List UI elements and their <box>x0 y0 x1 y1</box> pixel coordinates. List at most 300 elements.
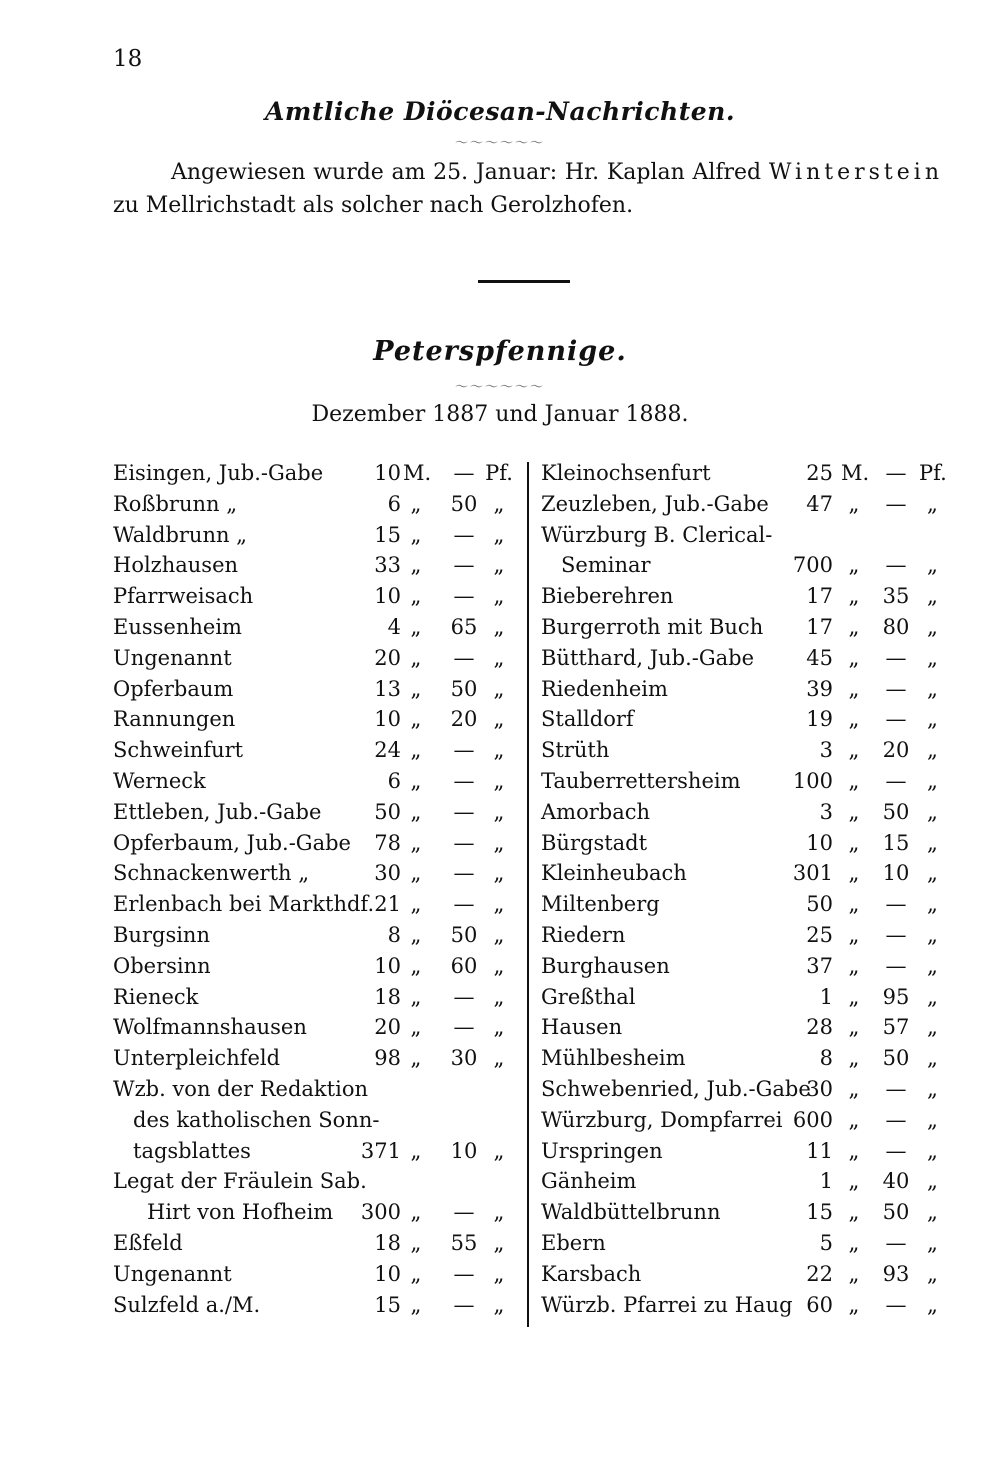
amount-marks: 10 <box>374 1261 401 1286</box>
amount-pfennig: — <box>453 892 475 917</box>
unit-marks: „ <box>410 984 422 1009</box>
amount-pfennig: — <box>885 676 907 701</box>
amount-marks: 25 <box>806 461 833 485</box>
donation-row <box>113 920 513 951</box>
amount-marks: 19 <box>806 707 833 732</box>
donation-row <box>113 489 513 520</box>
unit-marks: „ <box>410 1261 422 1286</box>
unit-marks: „ <box>848 1076 860 1101</box>
amount-marks: 45 <box>806 645 833 670</box>
unit-pfennig: „ <box>493 1261 505 1286</box>
unit-marks: „ <box>848 1138 860 1163</box>
donor-name: Würzb. Pfarrei zu Haug <box>541 1292 793 1317</box>
unit-pfennig: „ <box>493 645 505 670</box>
unit-pfennig: „ <box>927 553 938 578</box>
donor-name: Roßbrunn „ <box>113 491 238 516</box>
unit-pfennig: „ <box>927 738 938 763</box>
page-number: 18 <box>113 46 143 72</box>
amount-marks: 39 <box>806 676 833 701</box>
unit-marks: „ <box>410 1138 422 1163</box>
donation-row <box>113 828 513 859</box>
donor-name: Miltenberg <box>541 892 660 917</box>
donation-row <box>113 1074 513 1105</box>
unit-pfennig: „ <box>927 645 938 670</box>
amount-pfennig: — <box>453 861 475 886</box>
amount-pfennig: — <box>885 491 907 516</box>
amount-marks: 17 <box>806 584 833 609</box>
unit-pfennig: „ <box>927 614 938 639</box>
unit-pfennig: „ <box>493 522 505 547</box>
donation-row <box>113 735 513 766</box>
donation-row <box>541 458 946 489</box>
donor-name: Schwebenried, Jub.-Gabe <box>541 1076 811 1101</box>
amount-marks: 8 <box>819 1046 833 1071</box>
amount-marks: 30 <box>806 1076 833 1101</box>
notice-text-after: zu Mellrichstadt als solcher nach Gerolzhofen. <box>113 193 634 218</box>
amount-pfennig: — <box>885 645 907 670</box>
amount-marks: 28 <box>806 1015 833 1040</box>
donor-name: Hausen <box>541 1015 623 1040</box>
amount-pfennig: — <box>453 830 475 855</box>
amount-marks: 50 <box>374 799 401 824</box>
donor-name: Erlenbach bei Markthdf. <box>113 892 375 917</box>
donor-name: Holzhausen <box>113 553 239 578</box>
donation-row <box>541 766 946 797</box>
unit-pfennig: „ <box>493 491 505 516</box>
title-ornament: ～～～～～～ <box>454 136 545 151</box>
unit-marks: „ <box>848 1015 860 1040</box>
amount-pfennig: 60 <box>450 953 478 978</box>
list-title: Peterspfennige. <box>373 336 627 367</box>
donor-name: Würzburg, Dompfarrei <box>541 1107 783 1132</box>
amount-marks: 10 <box>374 461 401 485</box>
donation-row <box>113 858 513 889</box>
donor-name: des katholischen Sonn- <box>133 1107 380 1132</box>
donor-name: Ungenannt <box>113 1261 232 1286</box>
notice-text-before: Angewiesen wurde am 25. Januar: Hr. Kaplan Alfred <box>171 160 769 185</box>
section-title: Amtliche Diöcesan-Nachrichten. <box>264 97 736 126</box>
unit-pfennig: „ <box>493 799 505 824</box>
amount-marks: 20 <box>374 1015 401 1040</box>
amount-pfennig: — <box>885 768 907 793</box>
unit-pfennig: „ <box>927 892 938 917</box>
column-divider <box>527 462 529 1327</box>
donor-name: Unterpleichfeld <box>113 1046 281 1071</box>
donor-name: Pfarrweisach <box>113 584 254 609</box>
donation-row <box>113 766 513 797</box>
unit-pfennig: „ <box>927 1230 938 1255</box>
unit-marks: „ <box>848 645 860 670</box>
donation-row <box>113 1043 513 1074</box>
unit-pfennig: „ <box>493 584 505 609</box>
donor-name: Riedenheim <box>541 676 668 701</box>
amount-marks: 24 <box>374 738 401 763</box>
donor-name: Amorbach <box>541 799 651 824</box>
donor-name: Kleinheubach <box>541 861 687 886</box>
donation-row <box>113 581 513 612</box>
donor-name: Seminar <box>561 553 651 578</box>
unit-pfennig: „ <box>493 676 505 701</box>
donation-row <box>541 612 946 643</box>
donor-name: Rannungen <box>113 707 236 732</box>
donation-row <box>541 1259 946 1290</box>
unit-pfennig: „ <box>493 984 505 1009</box>
donation-row <box>113 704 513 735</box>
section-divider <box>478 280 570 283</box>
donor-name: Ettleben, Jub.-Gabe <box>113 799 322 824</box>
donation-row <box>113 1136 513 1167</box>
donor-name: Legat der Fräulein Sab. <box>113 1169 367 1194</box>
unit-pfennig: „ <box>927 1200 938 1225</box>
unit-marks: „ <box>410 491 422 516</box>
amount-marks: 33 <box>374 553 401 578</box>
amount-marks: 18 <box>374 984 401 1009</box>
amount-pfennig: 50 <box>882 1200 910 1225</box>
donation-row <box>113 643 513 674</box>
amount-marks: 5 <box>819 1230 833 1255</box>
unit-marks: „ <box>410 1200 422 1225</box>
donor-name: Opferbaum, Jub.-Gabe <box>113 830 351 855</box>
amount-pfennig: — <box>453 553 475 578</box>
donation-row <box>113 797 513 828</box>
amount-pfennig: — <box>453 461 475 485</box>
list-title-ornament: ～～～～～～ <box>454 380 545 395</box>
amount-pfennig: — <box>885 1230 907 1255</box>
donation-row <box>541 1166 946 1197</box>
donor-name: Burgsinn <box>113 922 210 947</box>
amount-pfennig: 50 <box>882 799 910 824</box>
right-donation-column <box>541 458 946 1320</box>
unit-marks: „ <box>410 799 422 824</box>
donor-name: Riedern <box>541 922 626 947</box>
amount-pfennig: 50 <box>882 1046 910 1071</box>
unit-marks: „ <box>410 584 422 609</box>
unit-pfennig: „ <box>493 1292 505 1317</box>
unit-pfennig: „ <box>927 1107 938 1132</box>
donation-row <box>541 1136 946 1167</box>
amount-pfennig: 55 <box>450 1230 478 1255</box>
donor-name: Ebern <box>541 1230 606 1255</box>
unit-marks: „ <box>848 491 860 516</box>
unit-pfennig: „ <box>493 707 505 732</box>
unit-pfennig: „ <box>927 799 938 824</box>
amount-pfennig: 80 <box>882 614 910 639</box>
donation-row <box>113 674 513 705</box>
unit-marks: „ <box>848 1261 860 1286</box>
amount-marks: 11 <box>806 1138 833 1163</box>
amount-pfennig: — <box>885 1138 907 1163</box>
unit-marks: „ <box>848 830 860 855</box>
donation-row <box>541 858 946 889</box>
amount-marks: 1 <box>819 1169 833 1194</box>
amount-marks: 3 <box>819 799 833 824</box>
unit-marks: „ <box>848 1046 860 1071</box>
unit-marks: „ <box>410 522 422 547</box>
donation-row <box>541 735 946 766</box>
donor-name: Zeuzleben, Jub.-Gabe <box>541 491 769 516</box>
unit-marks: M. <box>841 461 870 485</box>
donation-row <box>113 1290 513 1321</box>
amount-pfennig: 30 <box>450 1046 478 1071</box>
unit-pfennig: „ <box>927 768 938 793</box>
unit-marks: „ <box>410 1046 422 1071</box>
unit-pfennig: „ <box>493 830 505 855</box>
list-subtitle: Dezember 1887 und Januar 1888. <box>311 402 689 427</box>
unit-marks: „ <box>848 922 860 947</box>
amount-marks: 13 <box>374 676 401 701</box>
amount-marks: 10 <box>374 707 401 732</box>
donation-row <box>541 797 946 828</box>
unit-marks: „ <box>410 738 422 763</box>
unit-pfennig: „ <box>493 861 505 886</box>
donation-row <box>541 1228 946 1259</box>
donor-name: Sulzfeld a./M. <box>113 1292 261 1317</box>
amount-marks: 37 <box>806 953 833 978</box>
unit-pfennig: „ <box>927 1138 938 1163</box>
unit-pfennig: „ <box>927 491 938 516</box>
donor-name: Stalldorf <box>541 707 634 732</box>
amount-pfennig: — <box>453 1261 475 1286</box>
donation-row <box>541 643 946 674</box>
amount-pfennig: — <box>453 738 475 763</box>
amount-marks: 17 <box>806 614 833 639</box>
donor-name: Kleinochsenfurt <box>541 461 711 485</box>
amount-pfennig: 40 <box>882 1169 910 1194</box>
amount-pfennig: 20 <box>882 738 910 763</box>
unit-marks: „ <box>848 768 860 793</box>
amount-pfennig: — <box>885 1107 907 1132</box>
donation-row <box>113 1012 513 1043</box>
amount-pfennig: 20 <box>450 707 478 732</box>
amount-pfennig: — <box>453 1200 475 1225</box>
unit-marks: „ <box>410 614 422 639</box>
donor-name: Burghausen <box>541 953 670 978</box>
unit-marks: „ <box>410 892 422 917</box>
unit-pfennig: „ <box>927 953 938 978</box>
unit-marks: „ <box>848 707 860 732</box>
donation-row <box>541 1197 946 1228</box>
donation-row <box>541 982 946 1013</box>
unit-pfennig: „ <box>493 953 505 978</box>
unit-pfennig: „ <box>493 922 505 947</box>
amount-marks: 301 <box>792 861 833 886</box>
unit-pfennig: „ <box>493 614 505 639</box>
unit-pfennig: „ <box>927 1076 938 1101</box>
amount-marks: 10 <box>374 953 401 978</box>
amount-pfennig: 15 <box>882 830 910 855</box>
amount-marks: 100 <box>792 768 833 793</box>
donor-name: Mühlbesheim <box>541 1046 686 1071</box>
amount-pfennig: 50 <box>450 922 478 947</box>
donor-name: Waldbrunn „ <box>113 522 248 547</box>
unit-marks: „ <box>410 645 422 670</box>
amount-pfennig: 65 <box>450 614 478 639</box>
unit-pfennig: „ <box>493 892 505 917</box>
unit-pfennig: „ <box>927 861 938 886</box>
donor-name: Ungenannt <box>113 645 232 670</box>
amount-pfennig: — <box>453 1292 475 1317</box>
notice-name: Winterstein <box>768 160 943 185</box>
donor-name: Tauberrettersheim <box>541 768 741 793</box>
amount-marks: 15 <box>374 522 401 547</box>
amount-pfennig: — <box>885 707 907 732</box>
donor-name: Urspringen <box>541 1138 663 1163</box>
donation-row <box>541 550 946 581</box>
amount-pfennig: — <box>453 984 475 1009</box>
donation-row <box>113 520 513 551</box>
amount-pfennig: — <box>885 553 907 578</box>
unit-marks: „ <box>410 553 422 578</box>
unit-pfennig: „ <box>493 738 505 763</box>
amount-marks: 47 <box>806 491 833 516</box>
donation-row <box>113 612 513 643</box>
amount-marks: 8 <box>387 922 401 947</box>
unit-pfennig: Pf. <box>919 461 947 485</box>
amount-pfennig: — <box>885 1292 907 1317</box>
amount-pfennig: — <box>885 922 907 947</box>
donation-row <box>113 982 513 1013</box>
donation-row <box>113 1259 513 1290</box>
amount-marks: 10 <box>374 584 401 609</box>
amount-marks: 22 <box>806 1261 833 1286</box>
donation-row <box>113 1105 513 1136</box>
donor-name: Hirt von Hofheim <box>147 1200 334 1225</box>
amount-marks: 20 <box>374 645 401 670</box>
left-donation-column <box>113 458 513 1320</box>
unit-marks: „ <box>848 1230 860 1255</box>
unit-marks: „ <box>848 1200 860 1225</box>
amount-marks: 1 <box>819 984 833 1009</box>
donation-row <box>113 1197 513 1228</box>
donor-name: Würzburg B. Clerical- <box>541 522 773 547</box>
donor-name: Wzb. von der Redaktion <box>113 1076 368 1101</box>
amount-marks: 30 <box>374 861 401 886</box>
donation-row <box>541 674 946 705</box>
amount-marks: 6 <box>387 768 401 793</box>
amount-marks: 98 <box>374 1046 401 1071</box>
unit-pfennig: Pf. <box>485 461 513 485</box>
amount-pfennig: — <box>453 1015 475 1040</box>
amount-marks: 300 <box>360 1200 401 1225</box>
appointment-notice <box>113 156 943 222</box>
amount-marks: 60 <box>806 1292 833 1317</box>
donation-row <box>541 920 946 951</box>
unit-marks: „ <box>410 1015 422 1040</box>
donation-row <box>113 1228 513 1259</box>
unit-marks: „ <box>848 1107 860 1132</box>
unit-pfennig: „ <box>927 584 938 609</box>
amount-pfennig: — <box>885 892 907 917</box>
unit-pfennig: „ <box>927 1292 938 1317</box>
amount-marks: 700 <box>792 553 833 578</box>
donor-name: Burgerroth mit Buch <box>541 614 764 639</box>
amount-pfennig: 57 <box>882 1015 910 1040</box>
amount-pfennig: 50 <box>450 491 478 516</box>
donation-row <box>541 1105 946 1136</box>
amount-marks: 21 <box>374 892 401 917</box>
donor-name: tagsblattes <box>133 1138 251 1163</box>
unit-marks: „ <box>848 1292 860 1317</box>
donation-row <box>541 951 946 982</box>
amount-pfennig: 95 <box>882 984 910 1009</box>
unit-pfennig: „ <box>927 922 938 947</box>
unit-pfennig: „ <box>927 984 938 1009</box>
amount-pfennig: 50 <box>450 676 478 701</box>
unit-marks: „ <box>410 707 422 732</box>
amount-marks: 78 <box>374 830 401 855</box>
amount-pfennig: 10 <box>450 1138 478 1163</box>
donation-row <box>541 489 946 520</box>
unit-pfennig: „ <box>927 830 938 855</box>
donation-row <box>541 1074 946 1105</box>
donor-name: Opferbaum <box>113 676 234 701</box>
donor-name: Schnackenwerth „ <box>113 861 310 886</box>
donation-row <box>541 1043 946 1074</box>
unit-marks: „ <box>848 584 860 609</box>
donor-name: Bieberehren <box>541 584 674 609</box>
unit-pfennig: „ <box>493 1046 505 1071</box>
donation-row <box>113 889 513 920</box>
unit-marks: „ <box>848 553 860 578</box>
donor-name: Strüth <box>541 738 610 763</box>
donor-name: Eussenheim <box>113 614 242 639</box>
unit-marks: „ <box>848 892 860 917</box>
donation-row <box>541 828 946 859</box>
unit-marks: „ <box>848 984 860 1009</box>
donation-row <box>541 889 946 920</box>
unit-marks: „ <box>848 738 860 763</box>
donation-row <box>541 1290 946 1321</box>
donor-name: Bütthard, Jub.-Gabe <box>541 645 755 670</box>
unit-marks: „ <box>848 799 860 824</box>
unit-pfennig: „ <box>493 768 505 793</box>
unit-pfennig: „ <box>493 1230 505 1255</box>
donor-name: Waldbüttelbrunn <box>541 1200 721 1225</box>
amount-marks: 6 <box>387 491 401 516</box>
unit-marks: „ <box>410 676 422 701</box>
unit-marks: „ <box>410 768 422 793</box>
amount-pfennig: — <box>453 584 475 609</box>
unit-pfennig: „ <box>493 1200 505 1225</box>
donor-name: Greßthal <box>541 984 636 1009</box>
unit-marks: „ <box>410 861 422 886</box>
donor-name: Eßfeld <box>113 1230 183 1255</box>
unit-pfennig: „ <box>927 707 938 732</box>
donor-name: Wolfmannshausen <box>113 1015 307 1040</box>
donor-name: Obersinn <box>113 953 211 978</box>
donation-row <box>541 1012 946 1043</box>
donation-row <box>113 550 513 581</box>
amount-pfennig: — <box>453 768 475 793</box>
unit-marks: M. <box>403 461 432 485</box>
amount-marks: 371 <box>360 1138 401 1163</box>
unit-pfennig: „ <box>927 1169 938 1194</box>
unit-marks: „ <box>848 614 860 639</box>
donor-name: Werneck <box>113 768 206 793</box>
amount-pfennig: — <box>885 953 907 978</box>
unit-pfennig: „ <box>927 1046 938 1071</box>
amount-marks: 25 <box>806 922 833 947</box>
donation-row <box>113 458 513 489</box>
unit-pfennig: „ <box>927 1261 938 1286</box>
amount-marks: 15 <box>806 1200 833 1225</box>
amount-pfennig: — <box>453 645 475 670</box>
amount-pfennig: 35 <box>882 584 910 609</box>
donor-name: Gänheim <box>541 1169 637 1194</box>
unit-marks: „ <box>848 676 860 701</box>
unit-pfennig: „ <box>493 1015 505 1040</box>
unit-marks: „ <box>410 830 422 855</box>
